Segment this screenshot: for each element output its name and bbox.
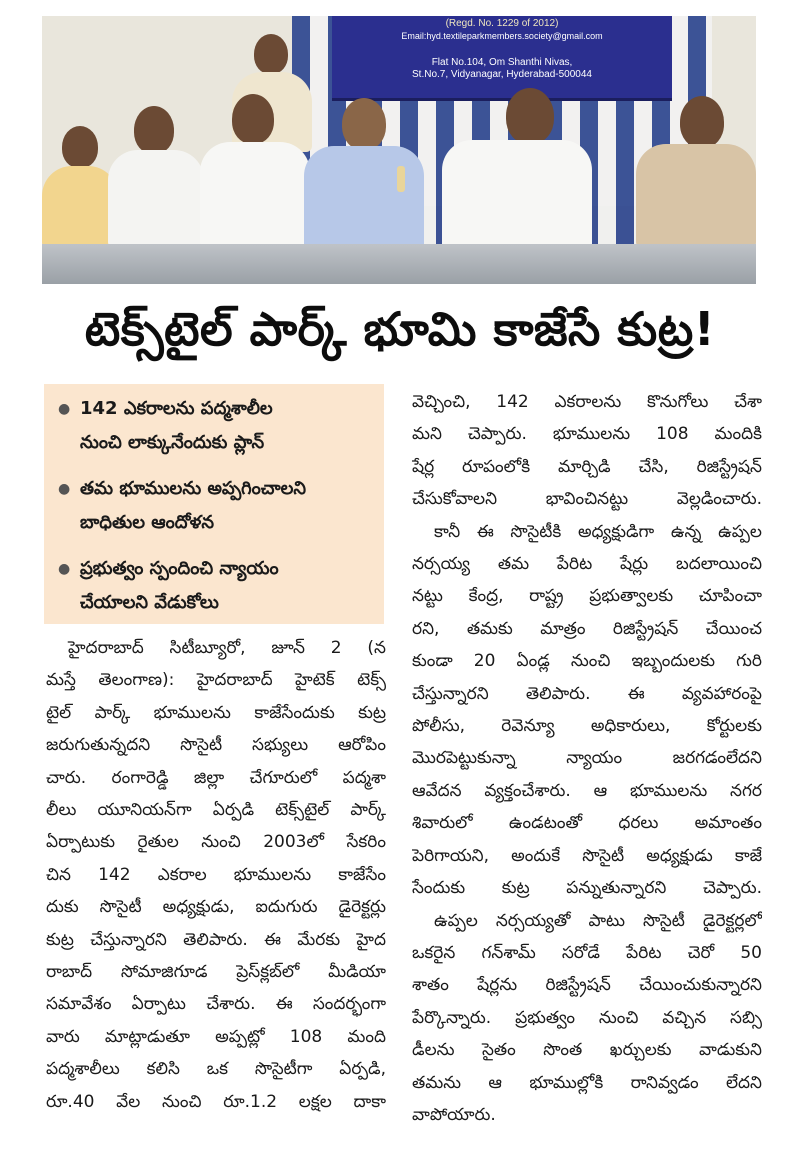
article-line: చేస్తున్నారని తెలిపారు. ఈ వ్యవహారంపై: [412, 683, 762, 704]
article-line: కుట్ర చేస్తున్నారని తెలిపారు. ఈ మేరకు హైద: [46, 929, 386, 950]
article-line: ఉప్పల నర్సయ్యతో పాటు సొసైటీ డైరెక్టర్లలో: [434, 910, 762, 931]
press-meet-photo: [42, 16, 756, 284]
article-line: ఏర్పాటుకు రైతుల నుంచి 2003లో సేకరిం: [46, 832, 386, 853]
article-line: సమావేశం ఏర్పాటు చేశారు. ఈ సందర్భంగా: [46, 994, 386, 1015]
highlight-text: 142 ఎకరాలను పద్మశాలీల నుంచి లాక్కునేందుకు ప్లాన్: [80, 398, 273, 453]
banner-email: Email:hyd.textileparkmembers.society@gmail.com: [401, 31, 603, 41]
article-line: రాబాద్ సోమాజిగూడ ప్రెస్‌క్లబ్‌లో మీడియా: [46, 962, 386, 983]
microphone: [397, 166, 405, 192]
article-line: పద్మశాలీలు కలిసి ఒక సొసైటీగా ఏర్పడి,: [46, 1059, 386, 1080]
article-line: నట్టు కేంద్ర, రాష్ట్ర ప్రభుత్వాలకు చూపించా: [412, 586, 762, 607]
article-line: పోలీసు, రెవెన్యూ అధికారులు, కోర్టులకు: [412, 716, 762, 737]
article-line: శివారులో ఉండటంతో ధరలు అమాంతం: [412, 813, 762, 834]
article-line: వాపోయారు.: [412, 1104, 496, 1125]
article-line: ఆవేదన వ్యక్తంచేశారు. ఆ భూములను నగర: [412, 780, 762, 801]
article-line: వెచ్చించి, 142 ఎకరాలను కొనుగోలు చేశా: [412, 392, 762, 412]
article-line: హైదరాబాద్ సిటీబ్యూరో, జూన్ 2 (న: [68, 638, 386, 658]
article-line: రూ.40 వేల నుంచి రూ.1.2 లక్షల దాకా: [46, 1091, 386, 1112]
article-line: తమను ఆ భూముల్లోకి రానివ్వడం లేదని: [412, 1072, 762, 1093]
article-line: మని చెప్పారు. భూములను 108 మందికి: [412, 424, 762, 445]
article-line: కుండా 20 ఏండ్ల నుంచి ఇబ్బందులకు గురి: [412, 651, 762, 672]
article-line: లీలు యూనియన్‌గా ఏర్పడి టెక్స్‌టైల్ పార్క్: [46, 800, 386, 821]
article-line: వారు మాట్లాడుతూ అప్పట్లో 108 మంది: [46, 1026, 386, 1047]
article-line: కానీ ఈ సొసైటీకి అధ్యక్షుడిగా ఉన్న ఉప్పల: [434, 521, 762, 542]
article-line: చేసుకోవాలని భావించినట్టు వెల్లడించారు.: [412, 489, 762, 510]
society-banner: [332, 16, 672, 101]
article-column-right: [412, 386, 762, 1131]
article-line: చారు. రంగారెడ్డి జిల్లా చేగూరులో పద్మశా: [46, 767, 386, 788]
article-line: దుకు సొసైటీ అధ్యక్షుడు, ఐదుగురు డైరెక్టర్లు: [46, 897, 386, 918]
article-line: డీలను సైతం సొంత ఖర్చులకు వాడుకుని: [412, 1040, 762, 1061]
article-line: ఒకరైన గన్‌శామ్ సరోడే పేరిట చెరో 50: [412, 942, 762, 963]
press-table: [42, 244, 756, 284]
banner-address-line1: Flat No.104, Om Shanthi Nivas,: [431, 57, 573, 68]
bullet-icon: ●: [58, 481, 71, 497]
article-line: నర్సయ్య తమ పేరిట షేర్లు బదలాయించి: [412, 554, 762, 575]
article-line: మస్తే తెలంగాణ): హైదరాబాద్ హైటెక్ టెక్స్: [46, 670, 386, 691]
highlight-item: [58, 472, 374, 540]
highlight-text: ప్రభుత్వం స్పందించి న్యాయం చేయాలని వేడుకోలు: [80, 558, 279, 613]
banner-address-line2: St.No.7, Vidyanagar, Hyderabad-500044: [412, 69, 592, 80]
highlight-item: [58, 552, 374, 620]
article-line: షేర్ల రూపంలోకి మార్చిడి చేసి, రిజిస్ట్రేషన్: [412, 456, 762, 477]
article-line: సేందుకు కుట్ర పన్నుతున్నారని చెప్పారు.: [412, 878, 762, 899]
bullet-icon: ●: [58, 401, 71, 417]
article-line: టైల్ పార్క్ భూములను కాజేసేందుకు కుట్ర: [46, 702, 386, 723]
article-line: పేర్కొన్నారు. ప్రభుత్వం నుంచి వచ్చిన సబ్సి: [412, 1007, 762, 1028]
article-line: చిన 142 ఎకరాల భూములను కాజేసేం: [46, 864, 386, 885]
highlight-item: [58, 392, 374, 460]
article-column-left: [46, 632, 386, 1118]
article-line: మొరపెట్టుకున్నా న్యాయం జరగడంలేదని: [412, 748, 762, 769]
banner-reg-no: (Regd. No. 1229 of 2012): [445, 18, 559, 29]
bullet-icon: ●: [58, 561, 71, 577]
article-line: శాతం షేర్లను రిజిస్ట్రేషన్ చేయించుకున్నారని: [412, 975, 762, 996]
article-line: పెరిగాయని, అందుకే సొసైటీ అధ్యక్షుడు కాజే: [412, 845, 762, 866]
article-line: జరుగుతున్నదని సొసైటీ సభ్యులు ఆరోపిం: [46, 735, 386, 756]
article-line: రని, తమకు మాత్రం రిజిస్ట్రేషన్ చేయించ: [412, 618, 762, 639]
highlights-box: [44, 384, 384, 624]
highlight-text: తమ భూములను అప్పగించాలని బాధితుల ఆందోళన: [80, 478, 307, 533]
headline: టెక్స్‌టైల్ పార్క్ భూమి కాజేసే కుట్ర!: [84, 302, 716, 356]
